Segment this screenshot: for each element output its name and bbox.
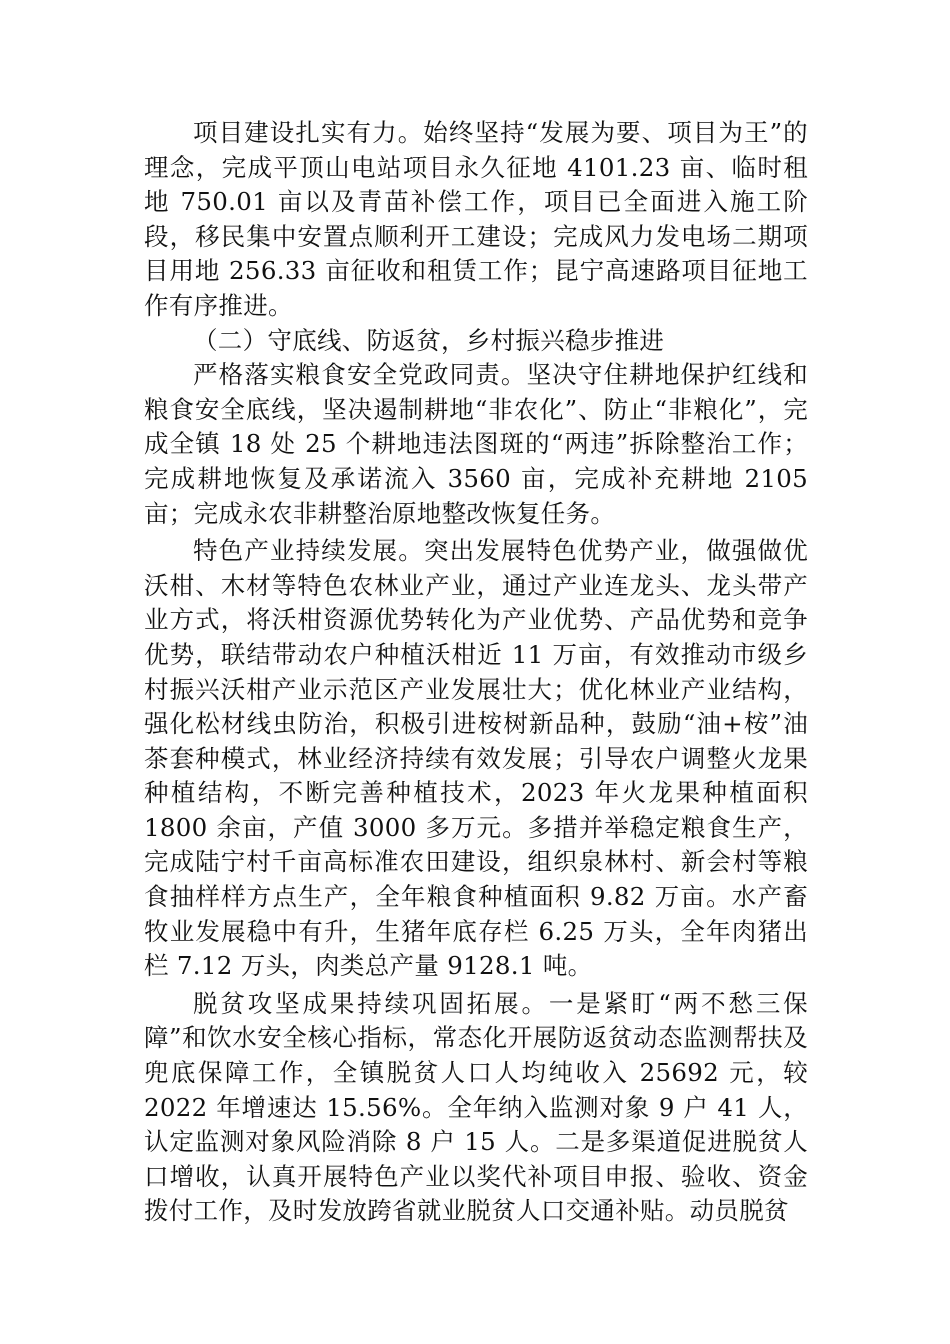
document-page	[144, 116, 808, 1229]
paragraph-food-security: 严格落实粮食安全党政同责。坚决守住耕地保护红线和粮食安全底线，坚决遏制耕地“非农化”、防止“非粮化”，完成全镇 18 处 25 个耕地违法图斑的“两违”拆除整治工作；完成耕地恢复及承诺流入 3560 亩，完成补充耕地 2105 亩；完成永农非耕整治原地整改恢复任务。	[144, 360, 808, 528]
paragraph-poverty-alleviation: 脱贫攻坚成果持续巩固拓展。一是紧盯“两不愁三保障”和饮水安全核心指标，常态化开展防返贫动态监测帮扶及兜底保障工作，全镇脱贫人口人均纯收入 25692 元，较 2022 年增速达 15.56%。全年纳入监测对象 9 户 41 人，认定监测对象风险消除 8 户 15 人。二是多渠道促进脱贫人口增收，认真开展特色产业以奖代补项目申报、验收、资金拨付工作，及时发放跨省就业脱贫人口交通补贴。动员脱贫	[144, 988, 808, 1226]
paragraph-project-construction: 项目建设扎实有力。始终坚持“发展为要、项目为王”的理念，完成平顶山电站项目永久征地 4101.23 亩、临时租地 750.01 亩以及青苗补偿工作，项目已全面进入施工阶段，移民集中安置点顺利开工建设；完成风力发电场二期项目用地 256.33 亩征收和租赁工作；昆宁高速路项目征地工作有序推进。	[144, 118, 808, 320]
paragraph-characteristic-industry: 特色产业持续发展。突出发展特色优势产业，做强做优沃柑、木材等特色农林业产业，通过产业连龙头、龙头带产业方式，将沃柑资源优势转化为产业优势、产品优势和竞争优势，联结带动农户种植沃柑近 11 万亩，有效推动市级乡村振兴沃柑产业示范区产业发展壮大；优化林业产业结构，强化松材线虫防治，积极引进桉树新品种，鼓励“油+桉”油茶套种模式，林业经济持续有效发展；引导农户调整火龙果种植结构，不断完善种植技术，2023 年火龙果种植面积 1800 余亩，产值 3000 多万元。多措并举稳定粮食生产，完成陆宁村千亩高标准农田建设，组织泉林村、新会村等粮食抽样样方点生产，全年粮食种植面积 9.82 万亩。水产畜牧业发展稳中有升，生猪年底存栏 6.25 万头，全年肉猪出栏 7.12 万头，肉类总产量 9128.1 吨。	[144, 536, 808, 981]
section-heading-rural-revitalization: （二）守底线、防返贫，乡村振兴稳步推进	[193, 325, 665, 355]
